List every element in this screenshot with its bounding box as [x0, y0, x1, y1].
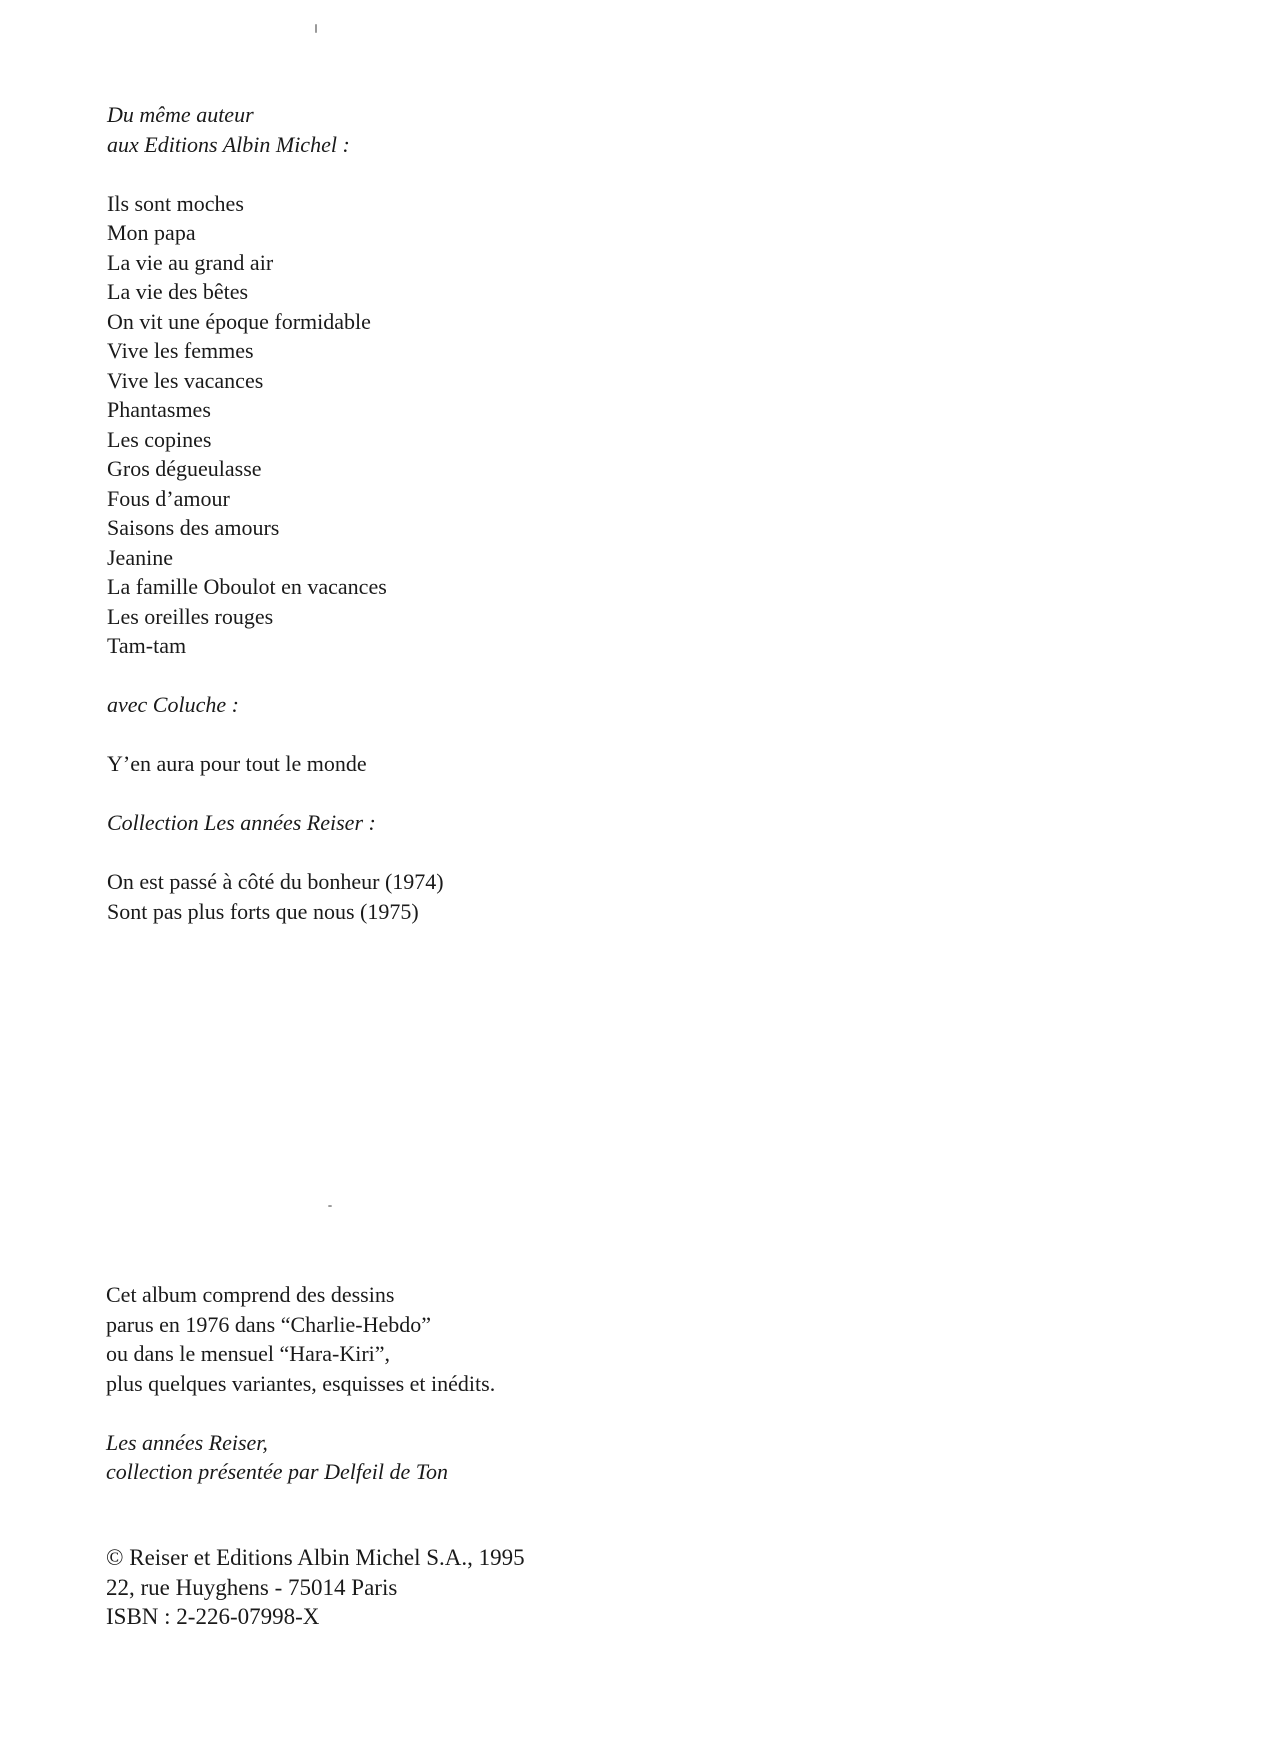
coluche-heading: avec Coluche :	[107, 692, 239, 717]
list-item: Ils sont moches	[107, 190, 244, 216]
list-item: La vie des bêtes	[107, 279, 249, 304]
album-note-line: Cet album comprend des dessins	[106, 1282, 395, 1307]
list-item: Mon papa	[107, 220, 196, 245]
album-note	[106, 1280, 495, 1487]
collection-credit-presenter: collection présentée par Delfeil de Ton	[106, 1459, 448, 1484]
other-works-heading: Du même auteur	[107, 102, 254, 127]
copyright-line: © Reiser et Editions Albin Michel S.A., 1995	[106, 1545, 525, 1570]
list-item: Y’en aura pour tout le monde	[107, 751, 367, 776]
list-item: On est passé à côté du bonheur (1974)	[107, 869, 444, 894]
list-item: Tam-tam	[107, 633, 187, 658]
album-note-line: plus quelques variantes, esquisses et inédits.	[106, 1370, 496, 1396]
scan-speck	[328, 1205, 332, 1207]
list-item: La famille Oboulot en vacances	[107, 574, 387, 599]
album-note-line: ou dans le mensuel “Hara-Kiri”,	[106, 1341, 391, 1366]
other-works-section	[107, 100, 444, 926]
copyright-block	[106, 1543, 525, 1632]
list-item: Vive les vacances	[107, 367, 264, 393]
publisher-address: 22, rue Huyghens - 75014 Paris	[106, 1574, 398, 1600]
isbn: ISBN : 2-226-07998-X	[106, 1604, 320, 1629]
collection-heading: Collection Les années Reiser :	[107, 810, 376, 835]
list-item: Saisons des amours	[107, 515, 280, 540]
list-item: La vie au grand air	[107, 249, 274, 275]
list-item: Vive les femmes	[107, 338, 254, 363]
list-item: Les copines	[107, 426, 212, 452]
list-item: On vit une époque formidable	[107, 308, 371, 334]
list-item: Fous d’amour	[107, 485, 230, 511]
list-item: Les oreilles rouges	[107, 603, 274, 629]
list-item: Gros dégueulasse	[107, 456, 262, 481]
list-item: Sont pas plus forts que nous (1975)	[107, 898, 419, 924]
list-item: Jeanine	[107, 544, 173, 570]
collection-credit-title: Les années Reiser,	[106, 1429, 268, 1455]
other-works-publisher: aux Editions Albin Michel :	[107, 131, 350, 157]
scan-speck	[315, 24, 317, 33]
album-note-line: parus en 1976 dans “Charlie-Hebdo”	[106, 1311, 432, 1337]
list-item: Phantasmes	[107, 397, 211, 422]
